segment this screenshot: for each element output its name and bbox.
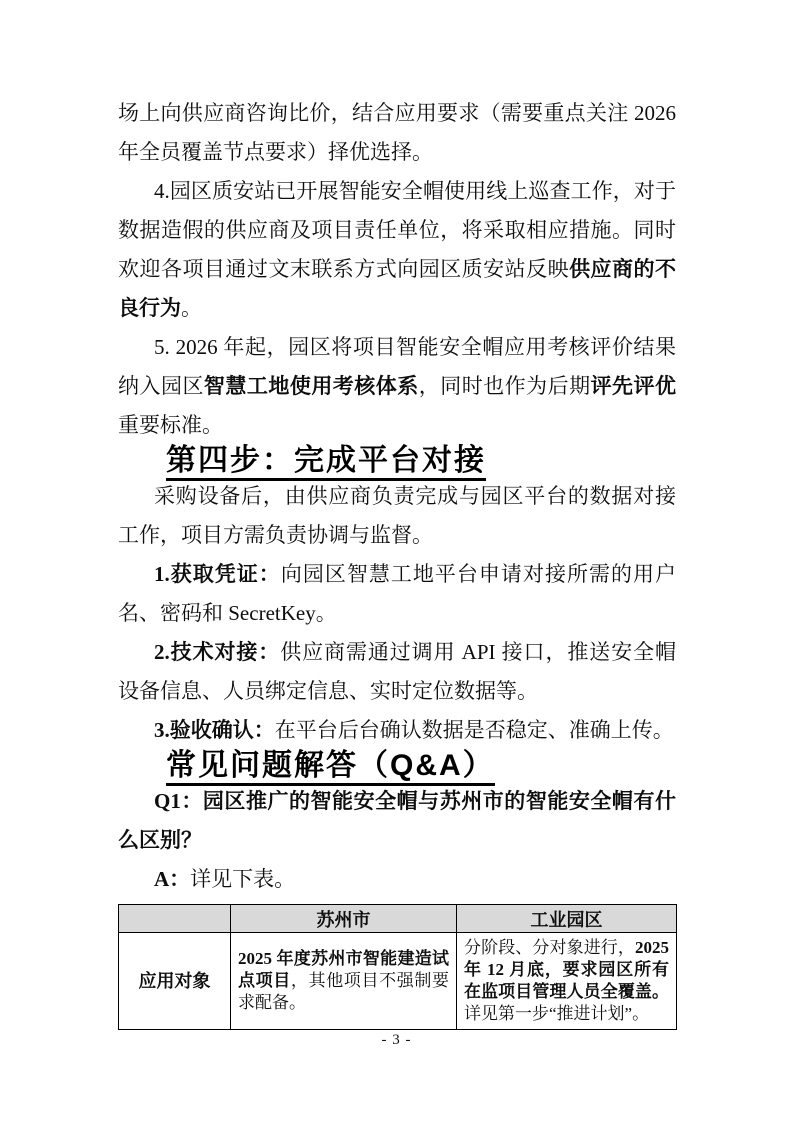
- paragraph-item4-inspection: 4.园区质安站已开展智能安全帽使用线上巡查工作，对于数据造假的供应商及项目责任单位，将采取相应措施。同时欢迎各项目通过文末联系方式向园区质安站反映供应商的不良行为。: [118, 179, 676, 320]
- paragraph-answer-1: A：详见下表。: [154, 867, 296, 891]
- table-cell-suzhou: 2025 年度苏州市智能建造试点项目，其他项目不强制要求配备。: [231, 933, 457, 1030]
- document-body: [118, 94, 676, 1030]
- paragraph-question-1: Q1：园区推广的智能安全帽与苏州市的智能安全帽有什么区别？: [118, 789, 676, 852]
- paragraph-step4-intro: 采购设备后，由供应商负责完成与园区平台的数据对接工作，项目方需负责协调与监督。: [118, 484, 676, 547]
- comparison-table: [118, 904, 677, 1030]
- table-cell-sip: 分阶段、分对象进行，2025 年 12 月底，要求园区所有在监项目管理人员全覆盖。详见第一步“推进计划”。: [457, 933, 677, 1030]
- paragraph-step-technical: 2.技术对接：供应商需通过调用 API 接口，推送安全帽设备信息、人员绑定信息、实时定位数据等。: [118, 640, 677, 703]
- table-row-application-target: [119, 933, 677, 1030]
- table-row-label: 应用对象: [119, 933, 231, 1030]
- section-heading-step4: [166, 445, 676, 477]
- section-heading-qa: [166, 750, 676, 782]
- table-header-suzhou: 苏州市: [231, 905, 457, 933]
- table-header-row: [119, 905, 677, 933]
- paragraph-step-verification: 3.验收确认：在平台后台确认数据是否稳定、准确上传。: [154, 718, 674, 742]
- table-header-empty: [119, 905, 231, 933]
- section-heading-qa-text: 常见问题解答（Q&A）: [166, 749, 495, 786]
- paragraph-step-credentials: 1.获取凭证：向园区智慧工地平台申请对接所需的用户名、密码和 SecretKey。: [118, 562, 677, 625]
- paragraph-item5-assessment: 5. 2026 年起，园区将项目智能安全帽应用考核评价结果纳入园区智慧工地使用考核体系，同时也作为后期评先评优重要标准。: [118, 335, 677, 437]
- page-number: - 3 -: [381, 1032, 412, 1048]
- paragraph-market-inquiry: 场上向供应商咨询比价，结合应用要求（需要重点关注 2026 年全员覆盖节点要求）择优选择。: [118, 101, 676, 164]
- section-heading-step4-text: 第四步：完成平台对接: [166, 444, 486, 481]
- table-header-sip: 工业园区: [457, 905, 677, 933]
